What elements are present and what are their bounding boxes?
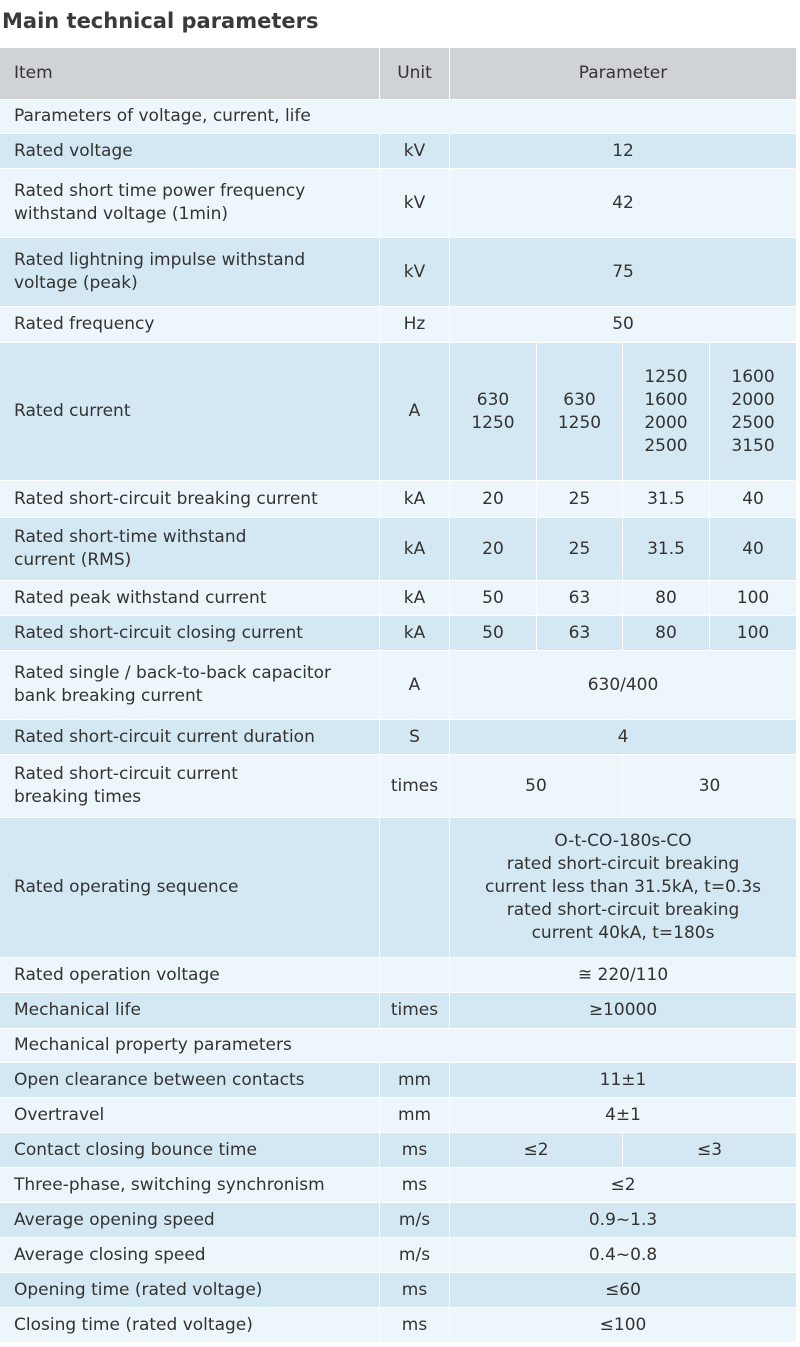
table-row-synchronism	[0, 1168, 797, 1203]
table-row-power-freq-withstand	[0, 169, 797, 238]
row-unit	[380, 958, 450, 993]
row-item: Rated operation voltage	[0, 958, 380, 993]
row-item: Opening time (rated voltage)	[0, 1273, 380, 1308]
row-value-4: 40	[710, 518, 797, 581]
row-item: Rated short-circuit current breaking times	[0, 755, 380, 818]
row-item: Rated operating sequence	[0, 818, 380, 958]
table-row-sc-duration	[0, 720, 797, 755]
section-title-voltage: Parameters of voltage, current, life	[0, 100, 797, 134]
row-unit: kA	[380, 616, 450, 651]
table-row-operating-sequence	[0, 818, 797, 958]
row-value: 0.4~0.8	[450, 1238, 797, 1273]
row-unit: kA	[380, 581, 450, 616]
table-row-overtravel	[0, 1098, 797, 1133]
row-value-4: 100	[710, 616, 797, 651]
header-parameter: Parameter	[450, 48, 797, 100]
row-unit: mm	[380, 1098, 450, 1133]
row-unit: A	[380, 343, 450, 481]
row-item: Contact closing bounce time	[0, 1133, 380, 1168]
row-value: ≅ 220/110	[450, 958, 797, 993]
table-row-mechanical-life	[0, 993, 797, 1029]
row-value-2: 63	[537, 581, 623, 616]
row-item: Rated short-circuit closing current	[0, 616, 380, 651]
row-value-2: ≤3	[623, 1133, 797, 1168]
row-item: Rated voltage	[0, 134, 380, 169]
row-item: Rated peak withstand current	[0, 581, 380, 616]
row-item: Rated short-circuit breaking current	[0, 481, 380, 518]
row-unit: kA	[380, 481, 450, 518]
table-row-peak-withstand	[0, 581, 797, 616]
row-unit: ms	[380, 1308, 450, 1343]
row-unit: m/s	[380, 1203, 450, 1238]
table-row-closing-time	[0, 1308, 797, 1343]
row-unit: kV	[380, 169, 450, 238]
row-item: Rated current	[0, 343, 380, 481]
row-unit: ms	[380, 1168, 450, 1203]
row-unit: kV	[380, 134, 450, 169]
row-value: 75	[450, 238, 797, 307]
row-value-3: 80	[623, 616, 710, 651]
row-unit: A	[380, 651, 450, 720]
row-item: Open clearance between contacts	[0, 1063, 380, 1098]
row-value-1: 50	[450, 616, 537, 651]
header-item: Item	[0, 48, 380, 100]
page-title: Main technical parameters	[2, 9, 319, 33]
row-value-4: 100	[710, 581, 797, 616]
table-row-sc-breaking-current	[0, 481, 797, 518]
table-header-row	[0, 48, 797, 100]
row-value: 4	[450, 720, 797, 755]
table-row-bounce-time	[0, 1133, 797, 1168]
row-unit: Hz	[380, 307, 450, 343]
table-row-opening-time	[0, 1273, 797, 1308]
row-unit: ms	[380, 1133, 450, 1168]
row-value: 4±1	[450, 1098, 797, 1133]
row-value-3: 1250 1600 2000 2500	[623, 343, 710, 481]
row-value-4: 1600 2000 2500 3150	[710, 343, 797, 481]
table-row-lightning-impulse	[0, 238, 797, 307]
row-unit: times	[380, 993, 450, 1029]
section-row-mechanical	[0, 1029, 797, 1063]
row-value: ≥10000	[450, 993, 797, 1029]
row-value-2: 630 1250	[537, 343, 623, 481]
row-value-3: 31.5	[623, 481, 710, 518]
row-item: Rated short-circuit current duration	[0, 720, 380, 755]
section-row-voltage	[0, 100, 797, 134]
row-unit: ms	[380, 1273, 450, 1308]
row-item: Rated short-time withstand current (RMS)	[0, 518, 380, 581]
header-unit: Unit	[380, 48, 450, 100]
row-item: Average closing speed	[0, 1238, 380, 1273]
row-value-3: 31.5	[623, 518, 710, 581]
row-item: Rated lightning impulse withstand voltage (peak)	[0, 238, 380, 307]
row-value-1: ≤2	[450, 1133, 623, 1168]
row-item: Overtravel	[0, 1098, 380, 1133]
row-value: 11±1	[450, 1063, 797, 1098]
table-row-opening-speed	[0, 1203, 797, 1238]
row-item: Closing time (rated voltage)	[0, 1308, 380, 1343]
row-value: ≤100	[450, 1308, 797, 1343]
table-row-capacitor-breaking	[0, 651, 797, 720]
row-value-4: 40	[710, 481, 797, 518]
table-row-rated-voltage	[0, 134, 797, 169]
table-row-operation-voltage	[0, 958, 797, 993]
row-unit: S	[380, 720, 450, 755]
row-value-1: 630 1250	[450, 343, 537, 481]
row-value-1: 20	[450, 518, 537, 581]
row-value: ≤2	[450, 1168, 797, 1203]
row-item: Rated frequency	[0, 307, 380, 343]
row-value: O-t-CO-180s-CO rated short-circuit breaking current less than 31.5kA, t=0.3s rated short-circuit breaking current 40kA, t=180s	[450, 818, 797, 958]
row-value: 42	[450, 169, 797, 238]
row-item: Rated single / back-to-back capacitor bank breaking current	[0, 651, 380, 720]
row-value-1: 20	[450, 481, 537, 518]
table-row-rated-current	[0, 343, 797, 481]
row-value-2: 25	[537, 481, 623, 518]
row-unit: kV	[380, 238, 450, 307]
table-row-sc-closing-current	[0, 616, 797, 651]
row-value: 0.9~1.3	[450, 1203, 797, 1238]
row-unit: m/s	[380, 1238, 450, 1273]
row-unit: times	[380, 755, 450, 818]
row-value-1: 50	[450, 581, 537, 616]
section-title-mechanical: Mechanical property parameters	[0, 1029, 797, 1063]
row-item: Three-phase, switching synchronism	[0, 1168, 380, 1203]
row-item: Rated short time power frequency withstand voltage (1min)	[0, 169, 380, 238]
row-value: 12	[450, 134, 797, 169]
row-value: ≤60	[450, 1273, 797, 1308]
table-row-st-withstand-current	[0, 518, 797, 581]
table-row-rated-frequency	[0, 307, 797, 343]
row-value: 630/400	[450, 651, 797, 720]
row-item: Average opening speed	[0, 1203, 380, 1238]
row-unit: kA	[380, 518, 450, 581]
table-row-closing-speed	[0, 1238, 797, 1273]
row-unit: mm	[380, 1063, 450, 1098]
row-value-2: 63	[537, 616, 623, 651]
table-row-open-clearance	[0, 1063, 797, 1098]
row-item: Mechanical life	[0, 993, 380, 1029]
technical-parameters-table	[0, 48, 797, 1343]
row-value-2: 30	[623, 755, 797, 818]
table-row-sc-breaking-times	[0, 755, 797, 818]
row-unit	[380, 818, 450, 958]
row-value: 50	[450, 307, 797, 343]
row-value-1: 50	[450, 755, 623, 818]
row-value-2: 25	[537, 518, 623, 581]
row-value-3: 80	[623, 581, 710, 616]
